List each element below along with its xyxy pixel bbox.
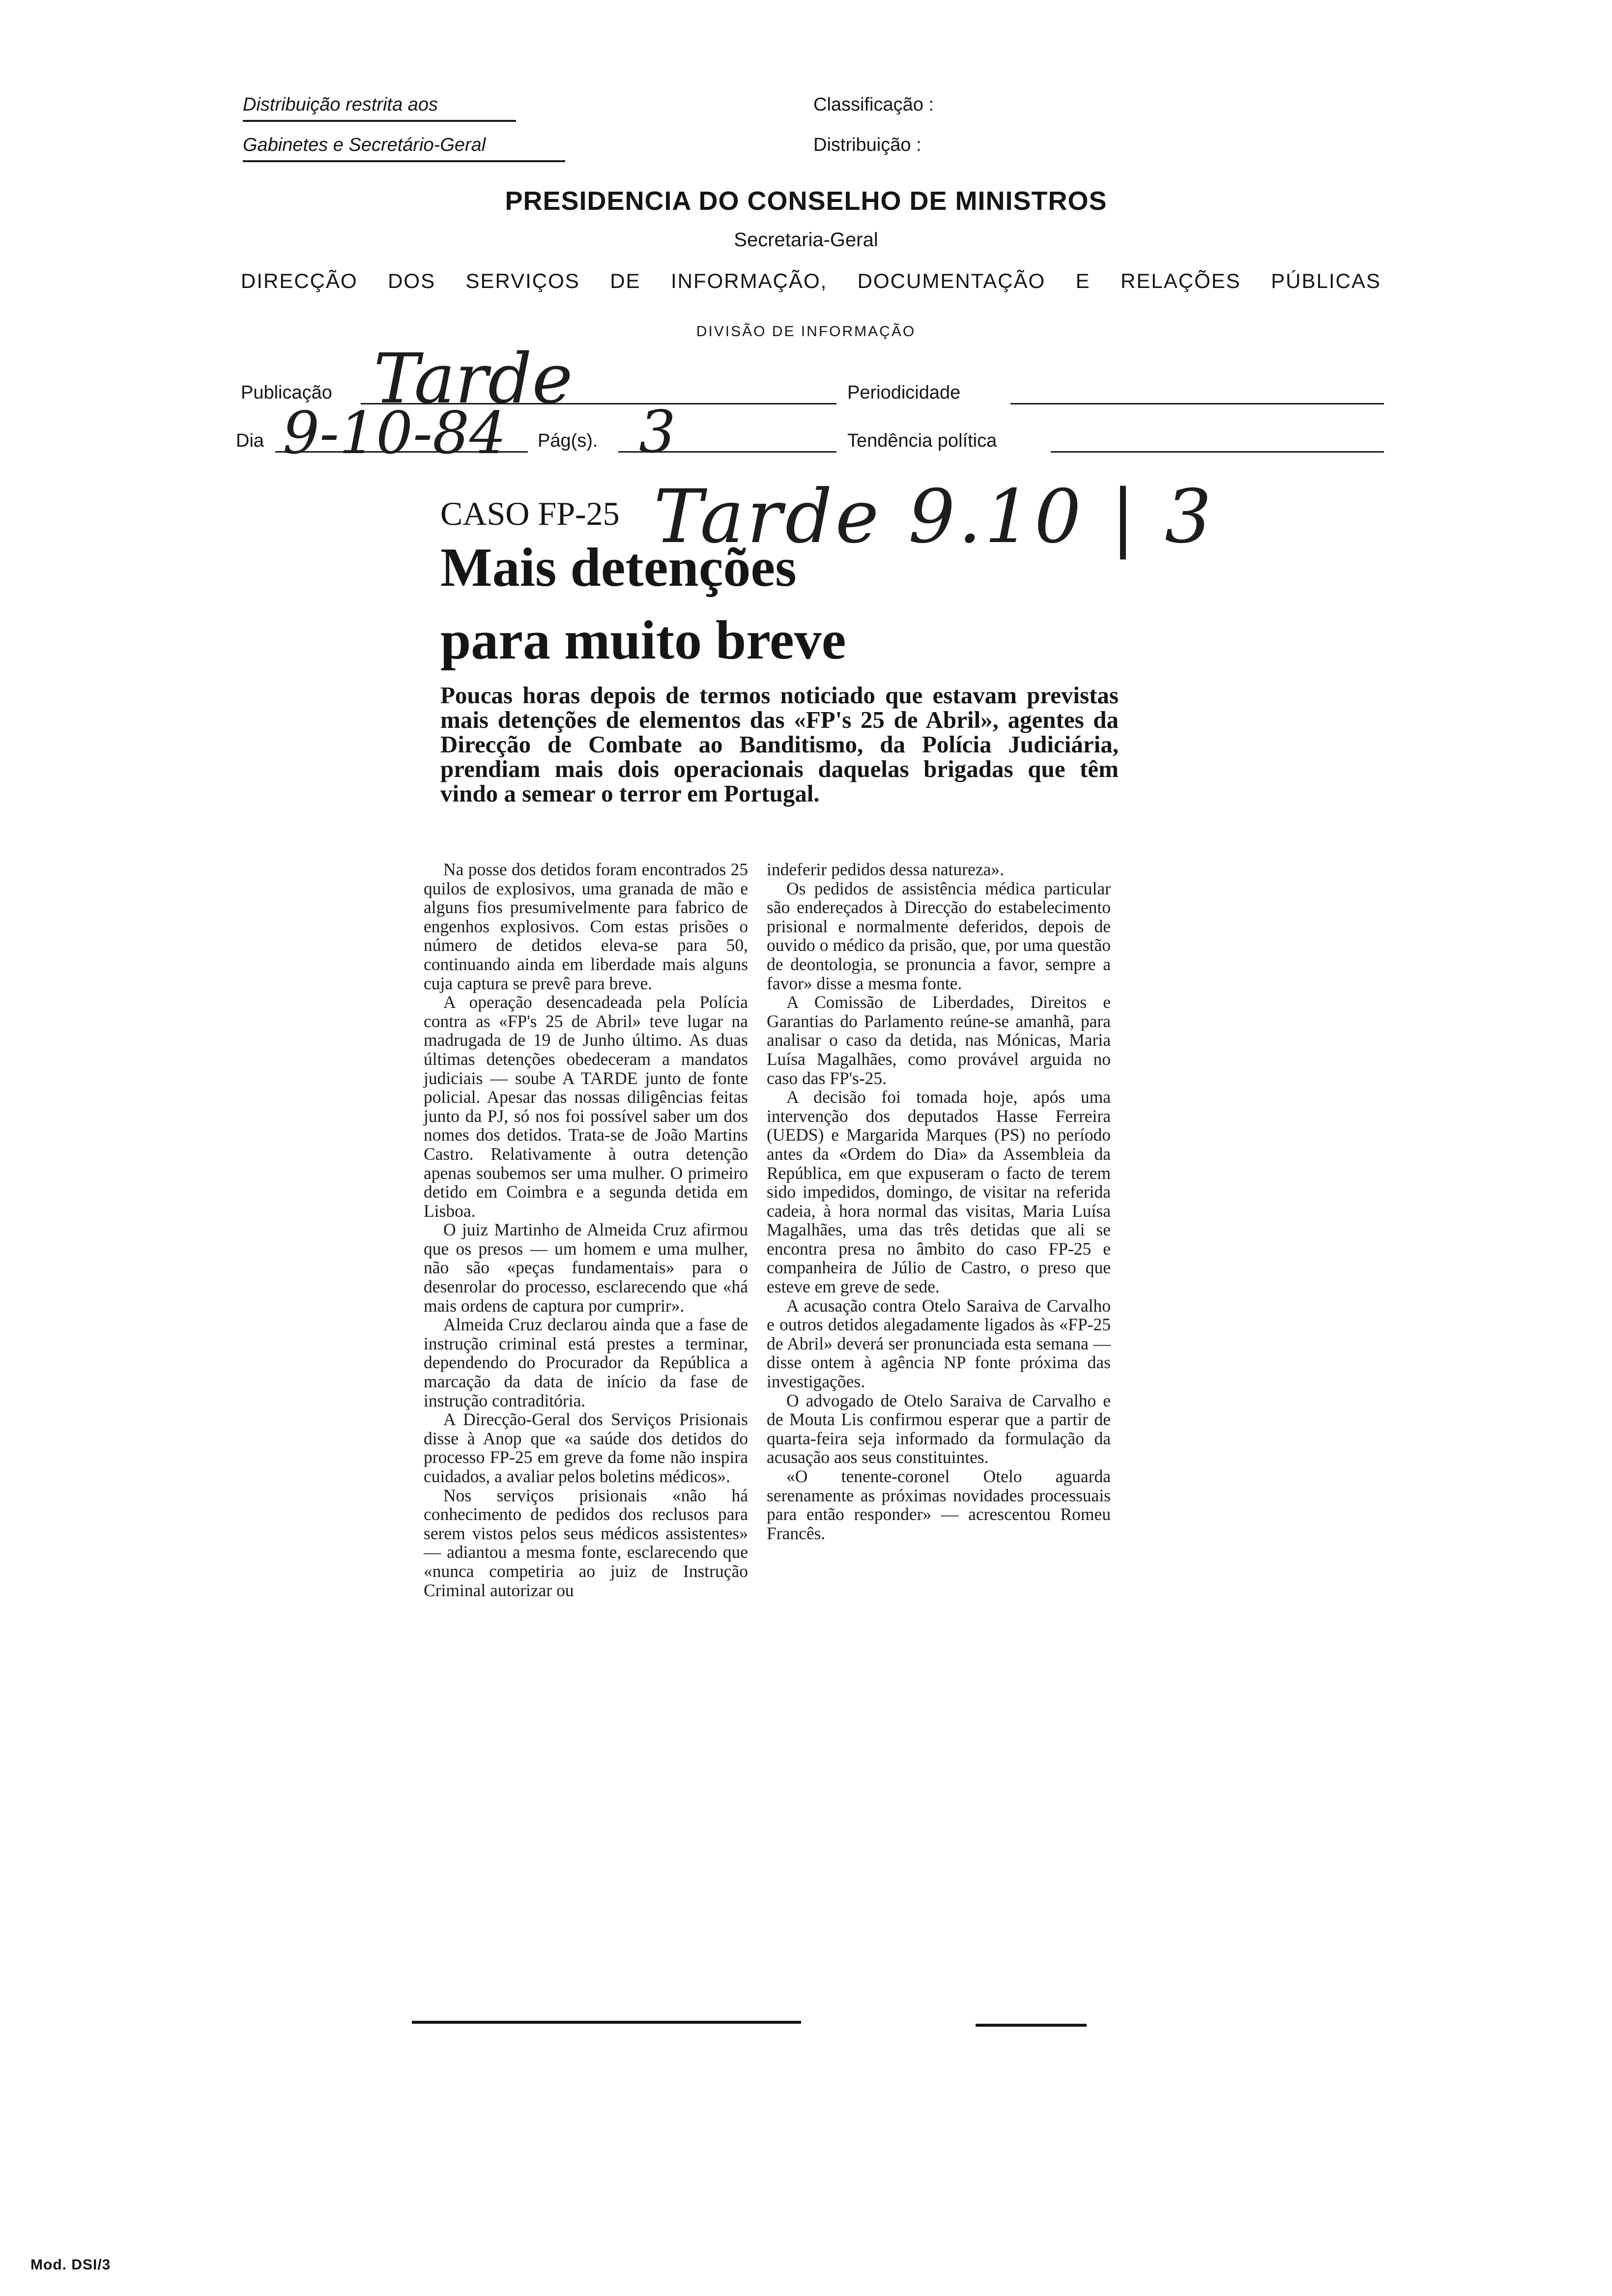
article-column-1 bbox=[424, 860, 748, 1600]
column-2-paragraph: A decisão foi tomada hoje, após uma intervenção dos deputados Hasse Ferreira (UEDS) e Margarida Marques (PS) no período antes da «Ordem do Dia» da Assembleia da República, em que expuseram o facto de terem sido impedidos, domingo, de visitar na referida cadeia, à hora normal das visitas, Maria Luísa Magalhães, uma das três detidas que ali se encontra presa no âmbito do caso FP-25 e companheira de Júlio de Castro, o preso que esteve em greve de sede. bbox=[767, 1087, 1111, 1297]
publication-label: Publicação bbox=[241, 382, 332, 403]
handwritten-annotation: Tarde 9.10 | 3 bbox=[654, 474, 1215, 560]
column-1-paragraph: O juiz Martinho de Almeida Cruz afirmou que os presos — um homem e uma mulher, não são «peças fundamentais» para o desenrolar do processo, esclarecendo que «há mais ordens de captura por cumprir». bbox=[424, 1220, 748, 1316]
division-label: DIVISÃO DE INFORMAÇÃO bbox=[696, 323, 916, 340]
directorate-word: E bbox=[1075, 269, 1091, 292]
directorate-word: RELAÇÕES bbox=[1121, 269, 1241, 292]
article-lead: Poucas horas depois de termos noticiado que estavam previstas mais detenções de elementos das «FP's 25 de Abril», agentes da Direcção de Combate ao Banditismo, da Polícia Judiciária, prendiam mais dois operacionais daquelas brigadas que têm vindo a semear o terror em Portugal. bbox=[440, 682, 1119, 807]
clipping-bottom-rule-right bbox=[976, 2024, 1087, 2027]
directorate-word: DOCUMENTAÇÃO bbox=[857, 269, 1046, 292]
column-1-paragraph: Almeida Cruz declarou ainda que a fase de instrução criminal está prestes a terminar, dependendo do Procurador da República a marcação da data de início da fase de instrução contraditória. bbox=[424, 1315, 748, 1410]
day-handwritten-value: 9-10-84 bbox=[283, 399, 507, 467]
directorate-word: SERVIÇOS bbox=[465, 269, 580, 292]
column-2-paragraph: indeferir pedidos dessa natureza». bbox=[767, 860, 1004, 879]
directorate-word: PÚBLICAS bbox=[1271, 269, 1381, 292]
classification-label: Classificação : bbox=[813, 94, 934, 115]
political-tendency-rule bbox=[1051, 451, 1384, 453]
distribution-note-line2: Gabinetes e Secretário-Geral bbox=[243, 135, 486, 155]
directorate-word: DE bbox=[610, 269, 641, 292]
political-tendency-label: Tendência política bbox=[847, 430, 997, 451]
column-1-paragraph: A Direcção-Geral dos Serviços Prisionais disse à Anop que «a saúde dos detidos do processo FP-25 em greve da fome não inspira cuidados, a avaliar pelos boletins médicos». bbox=[424, 1409, 748, 1486]
distribution-note-underline1 bbox=[243, 120, 516, 122]
directorate-word: INFORMAÇÃO, bbox=[670, 269, 828, 292]
periodicity-label: Periodicidade bbox=[847, 382, 961, 403]
periodicity-rule bbox=[1010, 403, 1384, 404]
directorate-word: DIRECÇÃO bbox=[241, 269, 358, 292]
header-subtitle: Secretaria-Geral bbox=[734, 229, 878, 251]
column-2-paragraph: A acusação contra Otelo Saraiva de Carvalho e outros detidos alegadamente ligados às «FP-25 de Abril» deverá ser pronunciada esta semana — disse ontem à agência NP fonte próxima das investigações. bbox=[767, 1295, 1111, 1392]
column-2-paragraph: «O tenente-coronel Otelo aguarda serenamente as próximas novidades processuais para então responder» — acrescentou Romeu Francês. bbox=[767, 1466, 1111, 1543]
pages-handwritten-value: 3 bbox=[639, 398, 676, 466]
header-title: PRESIDENCIA DO CONSELHO DE MINISTROS bbox=[505, 186, 1107, 216]
column-2-paragraph: O advogado de Otelo Saraiva de Carvalho e de Mouta Lis confirmou esperar que a partir de quarta-feira seja informado da formulação da acusação aos seus constituintes. bbox=[767, 1390, 1111, 1467]
directorate-line bbox=[241, 269, 1381, 293]
directorate-word: DOS bbox=[388, 269, 436, 292]
day-label: Dia bbox=[236, 430, 264, 451]
distribution-note-line1: Distribuição restrita aos bbox=[243, 94, 438, 115]
article-headline-line1: Mais detenções bbox=[440, 537, 797, 598]
pages-label: Pág(s). bbox=[538, 430, 598, 451]
form-code: Mod. DSI/3 bbox=[30, 2257, 111, 2273]
publication-handwritten-value: Tarde bbox=[374, 339, 573, 419]
column-1-paragraph: Na posse dos detidos foram encontrados 25 quilos de explosivos, uma granada de mão e alguns fios presumivelmente para fabrico de engenhos explosivos. Com estas prisões o número de detidos eleva-se para 50, continuando ainda em liberdade mais alguns cuja captura se prevê para breve. bbox=[424, 860, 748, 993]
column-2-paragraph: A Comissão de Liberdades, Direitos e Garantias do Parlamento reúne-se amanhã, para analisar o caso da detida, nas Mónicas, Maria Luísa Magalhães, como provável arguida no caso das FP's-25. bbox=[767, 992, 1111, 1088]
column-1-paragraph: Nos serviços prisionais «não há conhecimento de pedidos dos reclusos para serem vistos pelos seus médicos assistentes» — adiantou a mesma fonte, esclarecendo que «nunca competiria ao juiz de Instrução Criminal autorizar ou bbox=[424, 1485, 748, 1600]
article-kicker: CASO FP-25 bbox=[440, 495, 620, 532]
clipping-bottom-rule-left bbox=[412, 2021, 801, 2024]
article-headline-line2: para muito breve bbox=[440, 610, 846, 671]
column-1-paragraph: A operação desencadeada pela Polícia contra as «FP's 25 de Abril» teve lugar na madrugada de 19 de Junho último. As duas últimas detenções obedeceram a mandatos judiciais — soube A TARDE junto de fonte policial. Apesar das nossas diligências feitas junto da PJ, só nos foi possível saber um dos nomes dos detidos. Trata-se de João Martins Castro. Relativamente à outra detenção apenas soubemos ser uma mulher. O primeiro detido em Coimbra e a segunda detida em Lisboa. bbox=[424, 992, 748, 1221]
distribution-label: Distribuição : bbox=[813, 135, 921, 155]
distribution-note-underline2 bbox=[243, 160, 565, 162]
article-column-2 bbox=[767, 860, 1111, 1543]
column-2-paragraph: Os pedidos de assistência médica particular são endereçados à Direcção do estabelecimento prisional e normalmente deferidos, depois de ouvido o médico da prisão, que, por uma questão de deontologia, se pronuncia a favor, sempre a favor» disse a mesma fonte. bbox=[767, 878, 1111, 993]
